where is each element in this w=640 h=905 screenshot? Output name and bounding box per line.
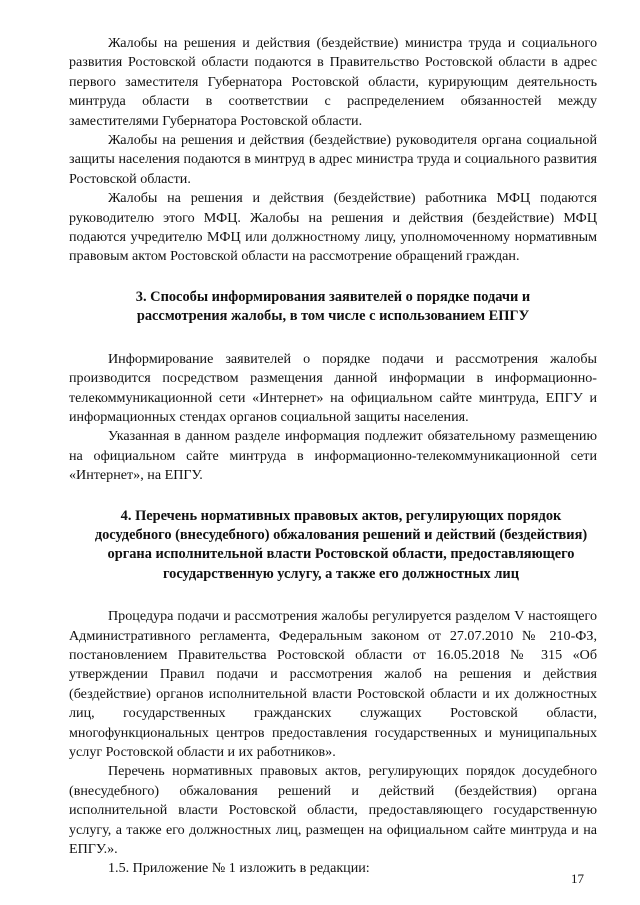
section-4-heading-line-3: органа исполнительной власти Ростовской области, предоставляющего (107, 546, 575, 563)
section-4-heading (69, 507, 597, 585)
section-4-heading-line-4: государственную услугу, а также его должностных лиц (162, 565, 520, 582)
section-3-heading-line-2: рассмотрения жалобы, в том числе с использованием ЕПГУ (136, 308, 530, 325)
paragraph-appendix-amendment: 1.5. Приложение № 1 изложить в редакции: (108, 860, 370, 877)
page-content (69, 34, 597, 879)
paragraph-mandatory-publication: Указанная в данном разделе информация подлежит обязательному размещению на официальном сайте минтруда в информационно-телекоммуникационной сети «Интернет», на ЕПГУ. (69, 428, 597, 484)
section-3-heading (69, 288, 597, 327)
paragraph-complaints-mfc: Жалобы на решения и действия (бездействие) работника МФЦ подаются руководителю этого МФЦ. Жалобы на решения и действия (бездействие) МФЦ подаются учредителю МФЦ или должностному лицу, уполномоченному нормативным правовым актом Ростовской области на рассмотрение обращений граждан. (69, 190, 597, 265)
section-3-heading-line-1: 3. Способы информирования заявителей о порядке подачи и (135, 288, 531, 305)
section-4-heading-line-2: досудебного (внесудебного) обжалования решений и действий (бездействия) (94, 526, 588, 543)
section-4-heading-line-1: 4. Перечень нормативных правовых актов, регулирующих порядок (120, 507, 562, 524)
paragraph-informing-applicants: Информирование заявителей о порядке подачи и рассмотрения жалобы производится посредством размещения данной информации в информационно-телекоммуникационной сети «Интернет» на официальном сайте минтруда, ЕПГУ и информационных стендах органов социальной защиты населения. (69, 350, 597, 425)
paragraph-complaints-head-of-agency: Жалобы на решения и действия (бездействие) руководителя органа социальной защиты населения подаются в минтруд в адрес министра труда и социального развития Ростовской области. (69, 132, 597, 187)
page-number: 17 (571, 871, 584, 886)
paragraph-complaints-minister: Жалобы на решения и действия (бездействие) министра труда и социального развития Ростовской области подаются в Правительство Ростовской области в адрес первого заместителя Губернатора Ростовской области, курирующим деятельность минтруда области в соответствии с распределением обязанностей между заместителями Губернатора Ростовской области. (69, 35, 597, 129)
paragraph-complaint-procedure: Процедура подачи и рассмотрения жалобы регулируется разделом V настоящего Административного регламента, Федеральным законом от 27.07.2010 № 210-ФЗ, постановлением Правительства Ростовской области от 16.05.2018 № 315 «Об утверждении Правил подачи и рассмотрения жалоб на решения и действия (бездействие) органов исполнительной власти Ростовской области и их должностных лиц, государственных гражданских служащих Ростовской области, многофункциональных центров предоставления государственных и муниципальных услуг Ростовской области и их работников». (69, 608, 597, 760)
paragraph-legal-acts-list: Перечень нормативных правовых актов, регулирующих порядок досудебного (внесудебного) обжалования решений и действий (бездействия) органа исполнительной власти Ростовской области, предоставляющего государственную услугу, а также его должностных лиц, размещен на официальном сайте минтруда и на ЕПГУ.». (69, 763, 597, 858)
